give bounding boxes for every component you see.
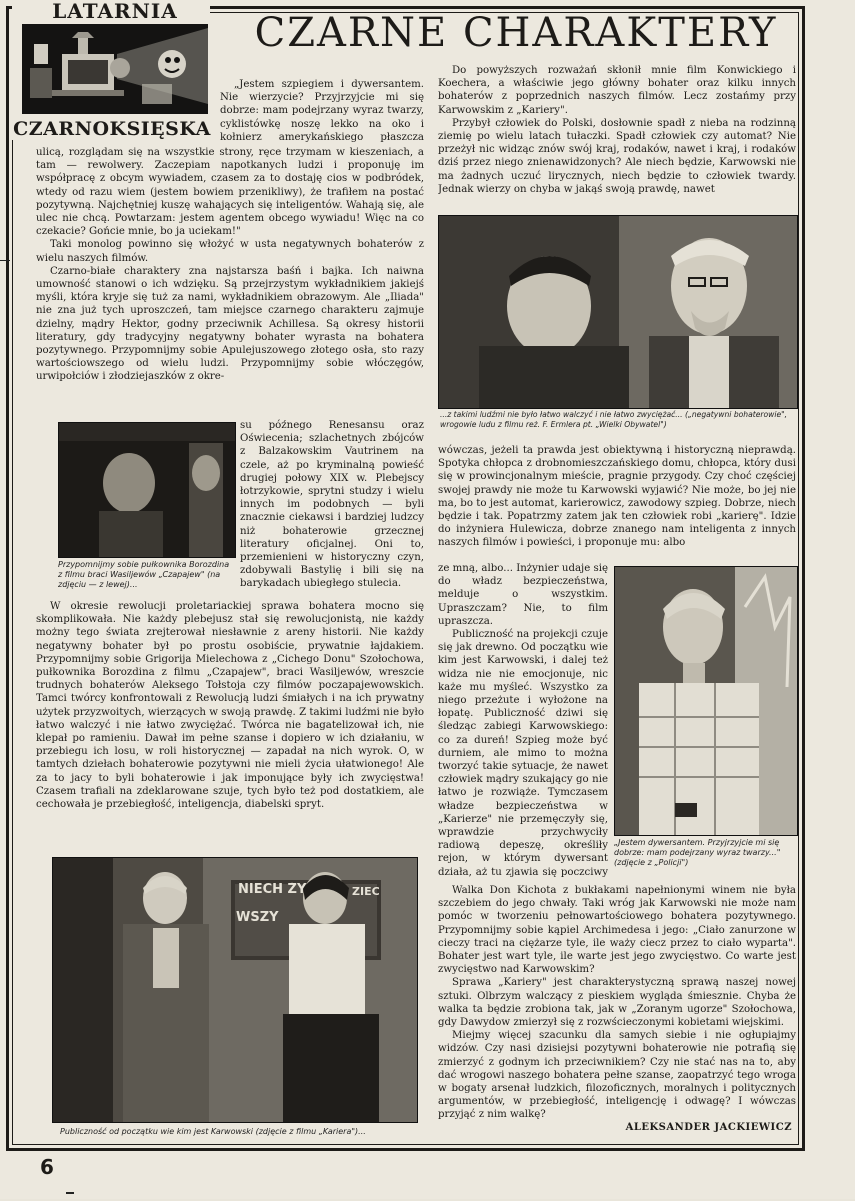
paragraph-renaissance: su późnego Renesansu oraz Oświecenia; szlachetnych zbójców z Balzakowskim Vautrinem na czele, aż po kryminalną powieść drugiej połowy XIX w. Plebejscy łotrzykowie, sprytni studzy i wielu innych im podobnych — byli znacznie ciekawsi i bardziej ludzcy niż bohaterowie grzecznej literatury oficjalnej. Oni to, przemienieni w historyczny czyn, zdobywali Bastylię i bili się na barykadach ubiegłego stulecia. — [240, 420, 424, 590]
margin-mark — [0, 260, 10, 261]
article-author: ALEKSANDER JACKIEWICZ — [625, 1122, 792, 1133]
article-text-left-narrow — [240, 419, 424, 599]
caption-photo-bottom: Publiczność od początku wie kim jest Karwowski (zdjęcie z filmu „Kariera")... — [60, 1127, 366, 1136]
photo-film-czapajew — [58, 422, 236, 558]
magic-lantern-logo-icon — [22, 24, 208, 114]
caption-photo-top-right: ...z takimi ludźmi nie było łatwo walczyć i nie łatwo zwyciężać... („negatywni bohaterowie", wrogowie ludu z filmu reż. F. Ermlera pt. „Wielki Obywatel") — [440, 410, 788, 429]
paragraph-monolog-summary: Taki monolog powinno się włożyć w usta negatywnych bohaterów z wielu naszych filmów. — [36, 239, 424, 264]
paragraph-audience: Publiczność na projekcji czuje się jak drewno. Od początku wie kim jest Karwowski, i dalej też widza nie nie emocjonuje, nic każe mu myśleć. Wszystko za niego przeżute i wyłożone na łopatę. Publiczność dziwi się śledząc zabiegi Karwowskiego: co za dureń! Szpieg może być durniem, ale mimo to można tworzyć takie sytuacje, że nawet człowiek mądry szukający go nie łatwo je rozwiąże. Tymczasem władze bezpieczeństwa w „Karierze" nie przemęczyły się, wprawdzie przychwyciły radiową depeszę, określiły rejon, w którym dywersant działa, aż tu zjawia się poczciwy — [438, 629, 608, 878]
paragraph-monolog-continued: ulicą, rozglądam się na wszystkie strony, ręce trzymam w kieszeniach, a tam — rewolwery. Zaczepiam napotkanych ludzi i proponuję im współpracę z obcym wywiadem, czasem za to dostaję cios w podbródek, wtedy od razu wiem (jestem bowiem przenikliwy), że trafiłem na postać pozytywną. Najchętniej kuszę wahających się inteligentów. Wahają się, ale ulec nie chcą. Powtarzam: jestem agentem obcego wywiadu! Więc na co czekacie? Gońcie mnie, bo ja uciekam!" — [36, 147, 424, 238]
paragraph-kariera-case: Sprawa „Kariery" jest charakterystyczną sprawą naszej nowej sztuki. Olbrzym walczący z pieskiem wygląda śmiesznie. Chyba że walka ta będzie zrobiona tak, jak w „Zoranym ugorze" Szołochowa, gdy Dawydow zmierzył się z rozwścieczonymi kobietami wiejskimi. — [438, 977, 796, 1029]
article-text-right-narrow — [438, 562, 608, 880]
foot-mark — [66, 1192, 74, 1201]
article-title: CZARNE CHARAKTERY — [254, 10, 778, 56]
caption-photo-right-mid: „Jestem dywersantem. Przyjrzyjcie mi się dobrze: mam podejrzany wyraz twarzy..." (zdjęcie z „Policji") — [614, 838, 781, 867]
paragraph-konwicki: Do powyższych rozważań skłonił mnie film Konwickiego i Koechera, a właściwie jego główny bohater oraz kilku innych bohaterów z poprzednich naszych filmów. Lecz zostańmy przy Karwowskim z „Kariery". — [438, 65, 796, 116]
paragraph-monolog: „Jestem szpiegiem i dywersantem. Nie wierzycie? Przyjrzyjcie mi się dobrze: mam podejrzany wyraz twarzy, cyklistówkę noszę lekko na oko i kołnierz amerykańskiego płaszcza — [220, 79, 424, 143]
paragraph-revolution: W okresie rewolucji proletariackiej sprawa bohatera mocno się skomplikowała. Nie każdy plebejusz stał się rewolucjonistą, nie każdy możny tego świata zrejterował niesławnie z areny historii. Nie każdy negatywny bohater był po prostu osobiście, prywatnie łajdakiem. Przypomnijmy sobie Grigorija Mielechowa z „Cichego Donu" Szołochowa, pułkownika Borozdina z filmu „Czapajew", braci Wasiljewów, wreszcie trudnych bohaterów Aleksego Tołstoja czy filmów poczapajewowskich. Tamci twórcy konfrontowali z Rewolucją ludzi śmiałych i na ich prywatny użytek przyzwoitych, wierzących w swoją prawdę. Z takimi ludźmi nie było łatwo walczyć i nie łatwo zwyciężać. Twórca nie bagatelizował ich, nie klepał po ramieniu. Dawał im pełne szanse i dopiero w ich działaniu, w przebiegu ich losu, w roli historycznej — zapadał na nich wyrok. O, w tamtych dziełach bohaterowie pozytywni nie mieli życia ułatwionego! Ale za to jacy to byli bohaterowie i jak imponujące były ich zwycięstwa! Czasem trafiali na zdeklarowane szuje, tych było też pod dostatkiem, ale cechowała je przebiegłość, inteligencja, diabelski spryt. — [36, 601, 424, 811]
paragraph-arrival: Przybył człowiek do Polski, dosłownie spadł z nieba na rodzinną ziemię po wielu latach tułaczki. Spadł człowiek czy automat? Nie przeżył nic widząc znów swój kraj, rodaków, nawet i kraj, i rodaków dziś przez niego znienawidzonych? Ale niech będzie, Karwowski nie ma żadnych uczuć lirycznych, niech będzie to człowiek twardy. Jednak wierzy on chyba w jakąś swoją prawdę, nawet — [438, 117, 796, 195]
paragraph-don-kichot: Walka Don Kichota z bukłakami napełnionymi winem nie była szczebiem do jego chwały. Taki wróg jak Karwowski nie może nam pomóc w tworzeniu pełnowartościowego bohatera pozytywnego. Przypomnijmy sobie kąpiel Archimedesa i jego: „Ciało zanurzone w cieczy traci na ciężarze tyle, ile waży ciecz przez to ciało wyparta". Bohater jest wart tyle, ile warte jest jego zwycięstwo. Co warte jest zwycięstwo nad Karwowskim? — [438, 885, 796, 976]
paragraph-black-white: Czarno-białe charaktery zna najstarsza baśń i bajka. Ich naiwna umowność stanowi o ich wdzięku. Są przejrzystym wykładnikiem jakiejś myśli, która kryje się tuż za nami, wykładnikiem obrazowym. Ale „Iliada" nie zna już tych uproszczeń, tam miejsce czarnego charakteru zajmuje dzielny, mądry Hektor, godny przeciwnik Achillesa. Są okresy historii literatury, gdy tradycyjny negatywny bohater wyrasta na bohatera pozytywnego. Przypomnijmy sobie Apulejuszowego złotego osła, sto razy wartościowszego od wielu ludzi. Przypomnijmy sobie włóczęgów, urwipołciów i złodziejaszków z okre- — [36, 265, 424, 383]
article-text-right-top — [438, 64, 796, 210]
sign-text-1: NIECH ŻY — [238, 882, 307, 897]
paragraph-truth-continued: ze mną, albo... Inżynier udaje się do władz bezpieczeństwa, melduje o wszystkim. Upraszczam? Nie, to film upraszcza. — [438, 563, 608, 627]
logo-title-top: LATARNIA — [52, 0, 178, 23]
article-text-left-main — [36, 146, 424, 418]
article-text-right-bottom — [438, 884, 796, 1120]
page-number: 6 — [40, 1155, 54, 1179]
photo-film-policja — [614, 566, 798, 836]
article-text-left-revolution — [36, 600, 424, 840]
logo-title-bottom: CZARNOKSIĘSKA — [13, 118, 211, 140]
photo-film-wielki-obywatel — [438, 215, 798, 409]
sign-text-2: WSZY — [236, 910, 279, 925]
article-text-left-top — [220, 78, 424, 144]
sign-text-3: ZIEC — [352, 885, 380, 898]
paragraph-respect: Miejmy więcej szacunku dla samych siebie i nie ogłupiajmy widzów. Czy nasi dzisiejsi pozytywni bohaterowie nie potrafią się zmierzyć z godnym ich przeciwnikiem? Czy nie stać nas na to, aby dać wrogowi naszego bohatera pełne szanse, zaopatrzyć tego wroga w bogaty arsenał ludzkich, filozoficznych, moralnych i politycznych argumentów, w przebiegłość, inteligencję i odwagę? I wówczas przyjąć z nim walkę? — [438, 1030, 796, 1120]
caption-photo-left-mid: Przypomnijmy sobie pułkownika Borozdina z filmu braci Wasiljewów „Czapajew" (na zdjęciu — z lewej)... — [58, 560, 230, 589]
article-text-right-mid — [438, 444, 796, 562]
paragraph-truth: wówczas, jeżeli ta prawda jest obiektywną i historyczną nieprawdą. Spotyka chłopca z drobnomieszczańskiego domu, chłopca, który dusi się w prowincjonalnym mieście, pragnie przygody. Czy choć częściej swojej prawdy nie może tu Karwowski wyjawić? Nie może, bo jej nie ma, bo to jest automat, karierowicz, zawodowy szpieg. Dobrze, niech będzie i tak. Popatrzmy zatem jak ten człowiek robi „karierę". Idzie do inżyniera Hulewicza, dobrze znanego nam inteligenta z innych naszych filmów i powieści, i proponuje mu: albo — [438, 445, 796, 549]
